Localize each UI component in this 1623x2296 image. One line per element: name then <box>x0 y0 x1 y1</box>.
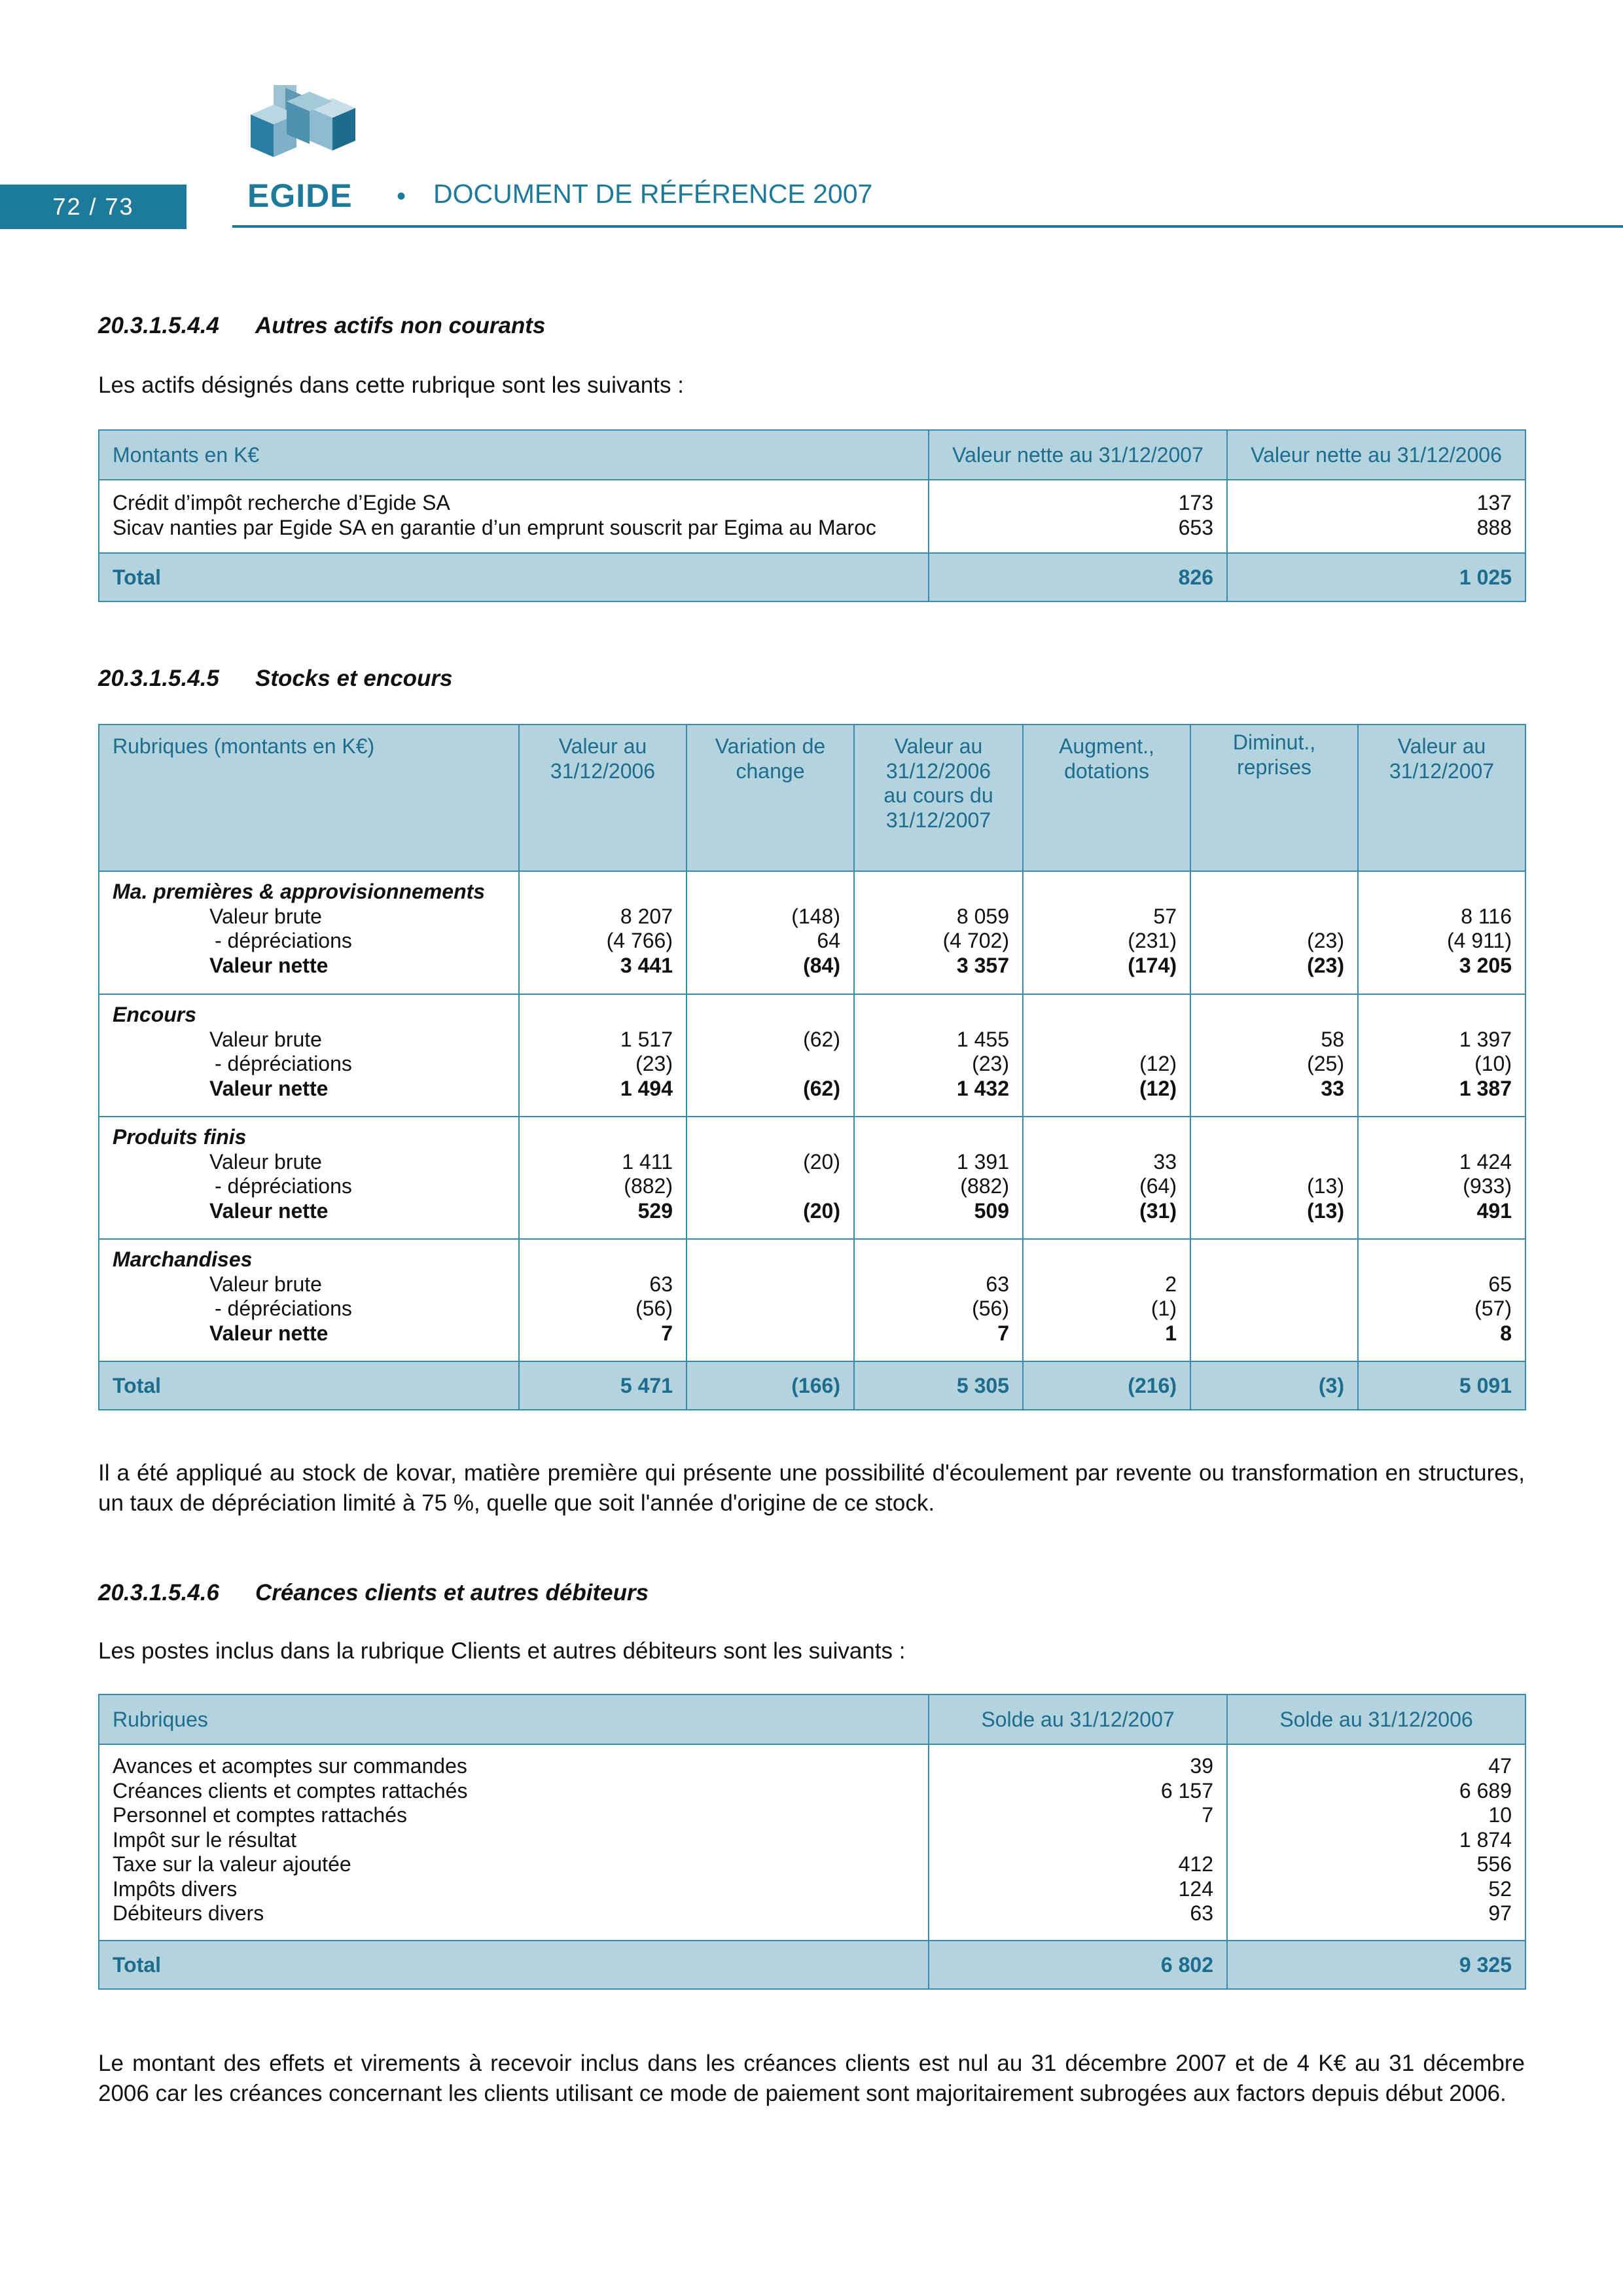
cell-value: (20) <box>803 1149 840 1174</box>
column-header: au cours du <box>883 783 993 807</box>
stocks-table <box>98 724 1526 1410</box>
row-label: Impôt sur le résultat <box>113 1827 296 1852</box>
cell-value: 57 <box>1153 904 1177 928</box>
row-label: Impôts divers <box>113 1876 238 1901</box>
total-value: 1 025 <box>1227 553 1525 601</box>
group-name: Encours <box>113 1003 197 1026</box>
cell-value: (57) <box>1474 1297 1512 1320</box>
cell-value: 1 397 <box>1459 1027 1512 1051</box>
column-header: 31/12/2007 <box>1389 759 1495 783</box>
column-header: Rubriques (montants en K€) <box>113 734 375 758</box>
cell-value <box>1204 905 1344 929</box>
cell-value: 65 <box>1488 1272 1512 1296</box>
stock-group-row <box>99 994 1525 1117</box>
cell-value: 491 <box>1476 1198 1512 1223</box>
cell-value: 509 <box>974 1198 1009 1223</box>
cell-value <box>700 1174 840 1199</box>
logo-wordmark: EGIDE <box>247 177 353 214</box>
column-header: Solde au 31/12/2007 <box>929 1695 1227 1744</box>
cell-value: 58 <box>1321 1027 1344 1051</box>
stock-group-row <box>99 1117 1525 1239</box>
cell-value: (882) <box>960 1174 1009 1198</box>
cell-value: (56) <box>972 1297 1009 1320</box>
row-label: Avances et acomptes sur commandes <box>113 1754 467 1778</box>
total-value: 6 802 <box>929 1941 1227 1989</box>
section-number: 20.3.1.5.4.5 <box>98 666 219 691</box>
cell-value: (882) <box>624 1174 673 1198</box>
column-header: Valeur au <box>1397 734 1486 758</box>
row-label: Valeur brute <box>209 1149 322 1174</box>
cell-value: (64) <box>1139 1174 1177 1198</box>
row-label: Sicav nanties par Egide SA en garantie d’un emprunt souscrit par Egima au Maroc <box>113 515 876 539</box>
cell-value: 63 <box>1190 1901 1213 1925</box>
row-label: Valeur nette <box>209 1198 329 1223</box>
cell-value: 1 411 <box>622 1149 673 1174</box>
cell-value: (13) <box>1307 1198 1344 1223</box>
cell-value: 63 <box>986 1272 1009 1296</box>
cell-value: 52 <box>1488 1876 1512 1901</box>
cell-value <box>1204 1297 1344 1321</box>
column-header: 31/12/2006 <box>550 759 656 783</box>
document-title: DOCUMENT DE RÉFÉRENCE 2007 <box>433 179 873 209</box>
creances-table <box>98 1694 1526 1990</box>
cell-value: 7 <box>661 1321 673 1345</box>
cell-value: (23) <box>1307 929 1344 952</box>
cell-value: 39 <box>1190 1754 1213 1778</box>
cell-value: (23) <box>1307 953 1344 977</box>
cell-value: (933) <box>1463 1174 1512 1198</box>
cell-value: 1 391 <box>956 1149 1009 1174</box>
cell-value: 1 <box>1165 1321 1177 1345</box>
column-header: Valeur au <box>558 734 647 758</box>
cell-value: 33 <box>1153 1149 1177 1174</box>
row-label: Taxe sur la valeur ajoutée <box>113 1852 351 1876</box>
cell-value: 7 <box>997 1321 1009 1345</box>
cell-value: 47 <box>1488 1754 1512 1778</box>
total-value: (216) <box>1023 1361 1190 1410</box>
stocks-note: Il a été appliqué au stock de kovar, matière première qui présente une possibilité d'écoulement par revente ou transformation en structures, un taux de dépréciation limité à 75 %, quelle que soit l'année d'origine de ce stock. <box>98 1460 1525 1516</box>
cell-value: (13) <box>1307 1174 1344 1198</box>
row-label: Personnel et comptes rattachés <box>113 1803 408 1827</box>
total-label: Total <box>99 1941 929 1989</box>
cell-value: 63 <box>649 1272 673 1296</box>
section-intro: Les postes inclus dans la rubrique Clients et autres débiteurs sont les suivants : <box>98 1638 906 1664</box>
column-header: Valeur au <box>894 734 983 758</box>
row-label: Valeur brute <box>209 1272 322 1296</box>
cell-value: 8 <box>1500 1321 1512 1345</box>
cell-value <box>1037 1028 1177 1052</box>
cell-value: (1) <box>1150 1297 1177 1320</box>
cell-value: 556 <box>1476 1852 1512 1876</box>
section-number: 20.3.1.5.4.6 <box>98 1580 219 1605</box>
section-number: 20.3.1.5.4.4 <box>98 313 219 338</box>
table-body <box>99 480 1525 553</box>
cell-value: 1 387 <box>1459 1076 1512 1100</box>
group-name: Marchandises <box>113 1247 253 1271</box>
total-label: Total <box>99 553 929 601</box>
cell-value: 8 207 <box>620 904 673 928</box>
total-row <box>99 1361 1525 1410</box>
cell-value <box>1204 1150 1344 1175</box>
cell-value: 1 874 <box>1459 1827 1512 1852</box>
section-title: Autres actifs non courants <box>255 313 546 338</box>
cell-value <box>1204 1321 1344 1346</box>
cell-value: 888 <box>1476 515 1512 539</box>
cell-value: 1 494 <box>620 1076 673 1100</box>
table-header-row <box>99 725 1525 871</box>
cell-value: 529 <box>637 1198 673 1223</box>
cell-value: 2 <box>1165 1272 1177 1296</box>
cell-value: 173 <box>1178 491 1213 514</box>
cell-value <box>1204 1272 1344 1297</box>
cell-value: 7 <box>1202 1803 1213 1827</box>
row-label: Créances clients et comptes rattachés <box>113 1778 468 1803</box>
table-body <box>99 1744 1525 1941</box>
cell-value: 137 <box>1476 491 1512 514</box>
autres-actifs-table <box>98 429 1526 602</box>
row-label: Valeur nette <box>209 1321 329 1345</box>
group-name: Produits finis <box>113 1125 247 1149</box>
row-label: Valeur nette <box>209 953 329 977</box>
section-title: Stocks et encours <box>255 666 453 691</box>
creances-note: Le montant des effets et virements à recevoir inclus dans les créances clients est nul au 31 décembre 2007 et de 4 K€ au 31 décembre 2006 car les créances concernant les clients utilisant ce mode de paiement sont majoritairement subrogées aux factors depuis début 2006. <box>98 2051 1525 2106</box>
header-bullet: • <box>397 182 406 211</box>
section-heading-autres-actifs <box>98 313 545 339</box>
cell-value: 97 <box>1488 1901 1512 1925</box>
cell-value: (23) <box>635 1052 673 1075</box>
cell-value: 10 <box>1488 1803 1512 1827</box>
column-header: 31/12/2007 <box>885 808 991 832</box>
cell-value: 1 432 <box>956 1076 1009 1100</box>
total-value: 5 471 <box>519 1361 687 1410</box>
section-heading-stocks <box>98 666 453 692</box>
cell-value <box>700 1272 840 1297</box>
cell-value: 6 689 <box>1459 1778 1512 1803</box>
group-name: Ma. premières & approvisionnements <box>113 880 486 903</box>
cell-value <box>700 1297 840 1321</box>
row-label: - dépréciations <box>215 1052 352 1075</box>
cell-value: (12) <box>1139 1076 1177 1100</box>
cell-value: (10) <box>1474 1052 1512 1075</box>
cell-value: (4 911) <box>1446 929 1512 952</box>
cell-value: 124 <box>1178 1876 1213 1901</box>
total-value: (166) <box>687 1361 854 1410</box>
cell-value: (20) <box>803 1198 840 1223</box>
cell-value: (31) <box>1139 1198 1177 1223</box>
row-label: - dépréciations <box>215 929 352 952</box>
cell-value: (174) <box>1128 953 1177 977</box>
column-header: Valeur nette au 31/12/2006 <box>1227 430 1525 480</box>
page-number-badge: 72 / 73 <box>0 185 187 229</box>
header-divider <box>232 225 1623 228</box>
row-label: - dépréciations <box>215 1174 352 1198</box>
cell-value: 412 <box>1178 1852 1213 1876</box>
row-label: Valeur brute <box>209 1027 322 1051</box>
row-label: Crédit d’impôt recherche d’Egide SA <box>113 491 450 514</box>
cell-value: 8 116 <box>1461 904 1512 928</box>
row-label: Valeur brute <box>209 904 322 928</box>
total-value: 826 <box>929 553 1227 601</box>
total-value: 5 305 <box>854 1361 1023 1410</box>
section-heading-creances <box>98 1580 649 1606</box>
cell-value <box>700 1052 840 1077</box>
row-label: - dépréciations <box>215 1297 352 1320</box>
column-header: Variation de <box>715 734 826 758</box>
total-row <box>99 553 1525 601</box>
column-header: Diminut., <box>1232 730 1316 754</box>
column-header: reprises <box>1237 755 1311 779</box>
cell-value: (4 702) <box>942 929 1009 952</box>
table-header-row <box>99 430 1525 480</box>
cell-value: (231) <box>1128 929 1177 952</box>
stock-group-row <box>99 1239 1525 1361</box>
cell-value: (56) <box>635 1297 673 1320</box>
cell-value: (23) <box>972 1052 1009 1075</box>
section-intro: Les actifs désignés dans cette rubrique sont les suivants : <box>98 372 684 398</box>
row-label: Valeur nette <box>209 1076 329 1100</box>
column-header: Rubriques <box>99 1695 929 1744</box>
cell-value <box>700 1321 840 1346</box>
cell-value: 64 <box>817 929 840 952</box>
cell-value: 3 441 <box>620 953 673 977</box>
total-value: 5 091 <box>1358 1361 1525 1410</box>
total-value: (3) <box>1190 1361 1358 1410</box>
cell-value: 33 <box>1321 1076 1344 1100</box>
total-value: 9 325 <box>1227 1941 1525 1989</box>
cell-value: 1 517 <box>620 1027 673 1051</box>
cell-value: 653 <box>1178 515 1213 539</box>
column-header: change <box>736 759 805 783</box>
column-header: 31/12/2006 <box>885 759 991 783</box>
column-header: Montants en K€ <box>99 430 929 480</box>
cell-value: (84) <box>803 953 840 977</box>
cell-value: 1 424 <box>1459 1149 1512 1174</box>
cell-value: (12) <box>1139 1052 1177 1075</box>
cell-value: (148) <box>791 904 840 928</box>
total-row <box>99 1941 1525 1989</box>
stock-group-row <box>99 871 1525 994</box>
cell-value: 6 157 <box>1160 1778 1213 1803</box>
cell-value: (62) <box>803 1027 840 1051</box>
column-header: Valeur nette au 31/12/2007 <box>929 430 1227 480</box>
cell-value: (62) <box>803 1076 840 1100</box>
column-header: Solde au 31/12/2006 <box>1227 1695 1525 1744</box>
total-label: Total <box>99 1361 519 1410</box>
section-title: Créances clients et autres débiteurs <box>255 1580 649 1605</box>
cell-value: 3 205 <box>1459 953 1512 977</box>
cell-value: (25) <box>1307 1052 1344 1075</box>
row-label: Débiteurs divers <box>113 1901 264 1925</box>
table-header-row <box>99 1695 1525 1744</box>
cell-value: (4 766) <box>606 929 673 952</box>
column-header: Augment., <box>1059 734 1154 758</box>
cell-value <box>942 1828 1213 1853</box>
cell-value: 8 059 <box>956 904 1009 928</box>
column-header: dotations <box>1064 759 1149 783</box>
cell-value: 1 455 <box>956 1027 1009 1051</box>
cell-value: 3 357 <box>956 953 1009 977</box>
